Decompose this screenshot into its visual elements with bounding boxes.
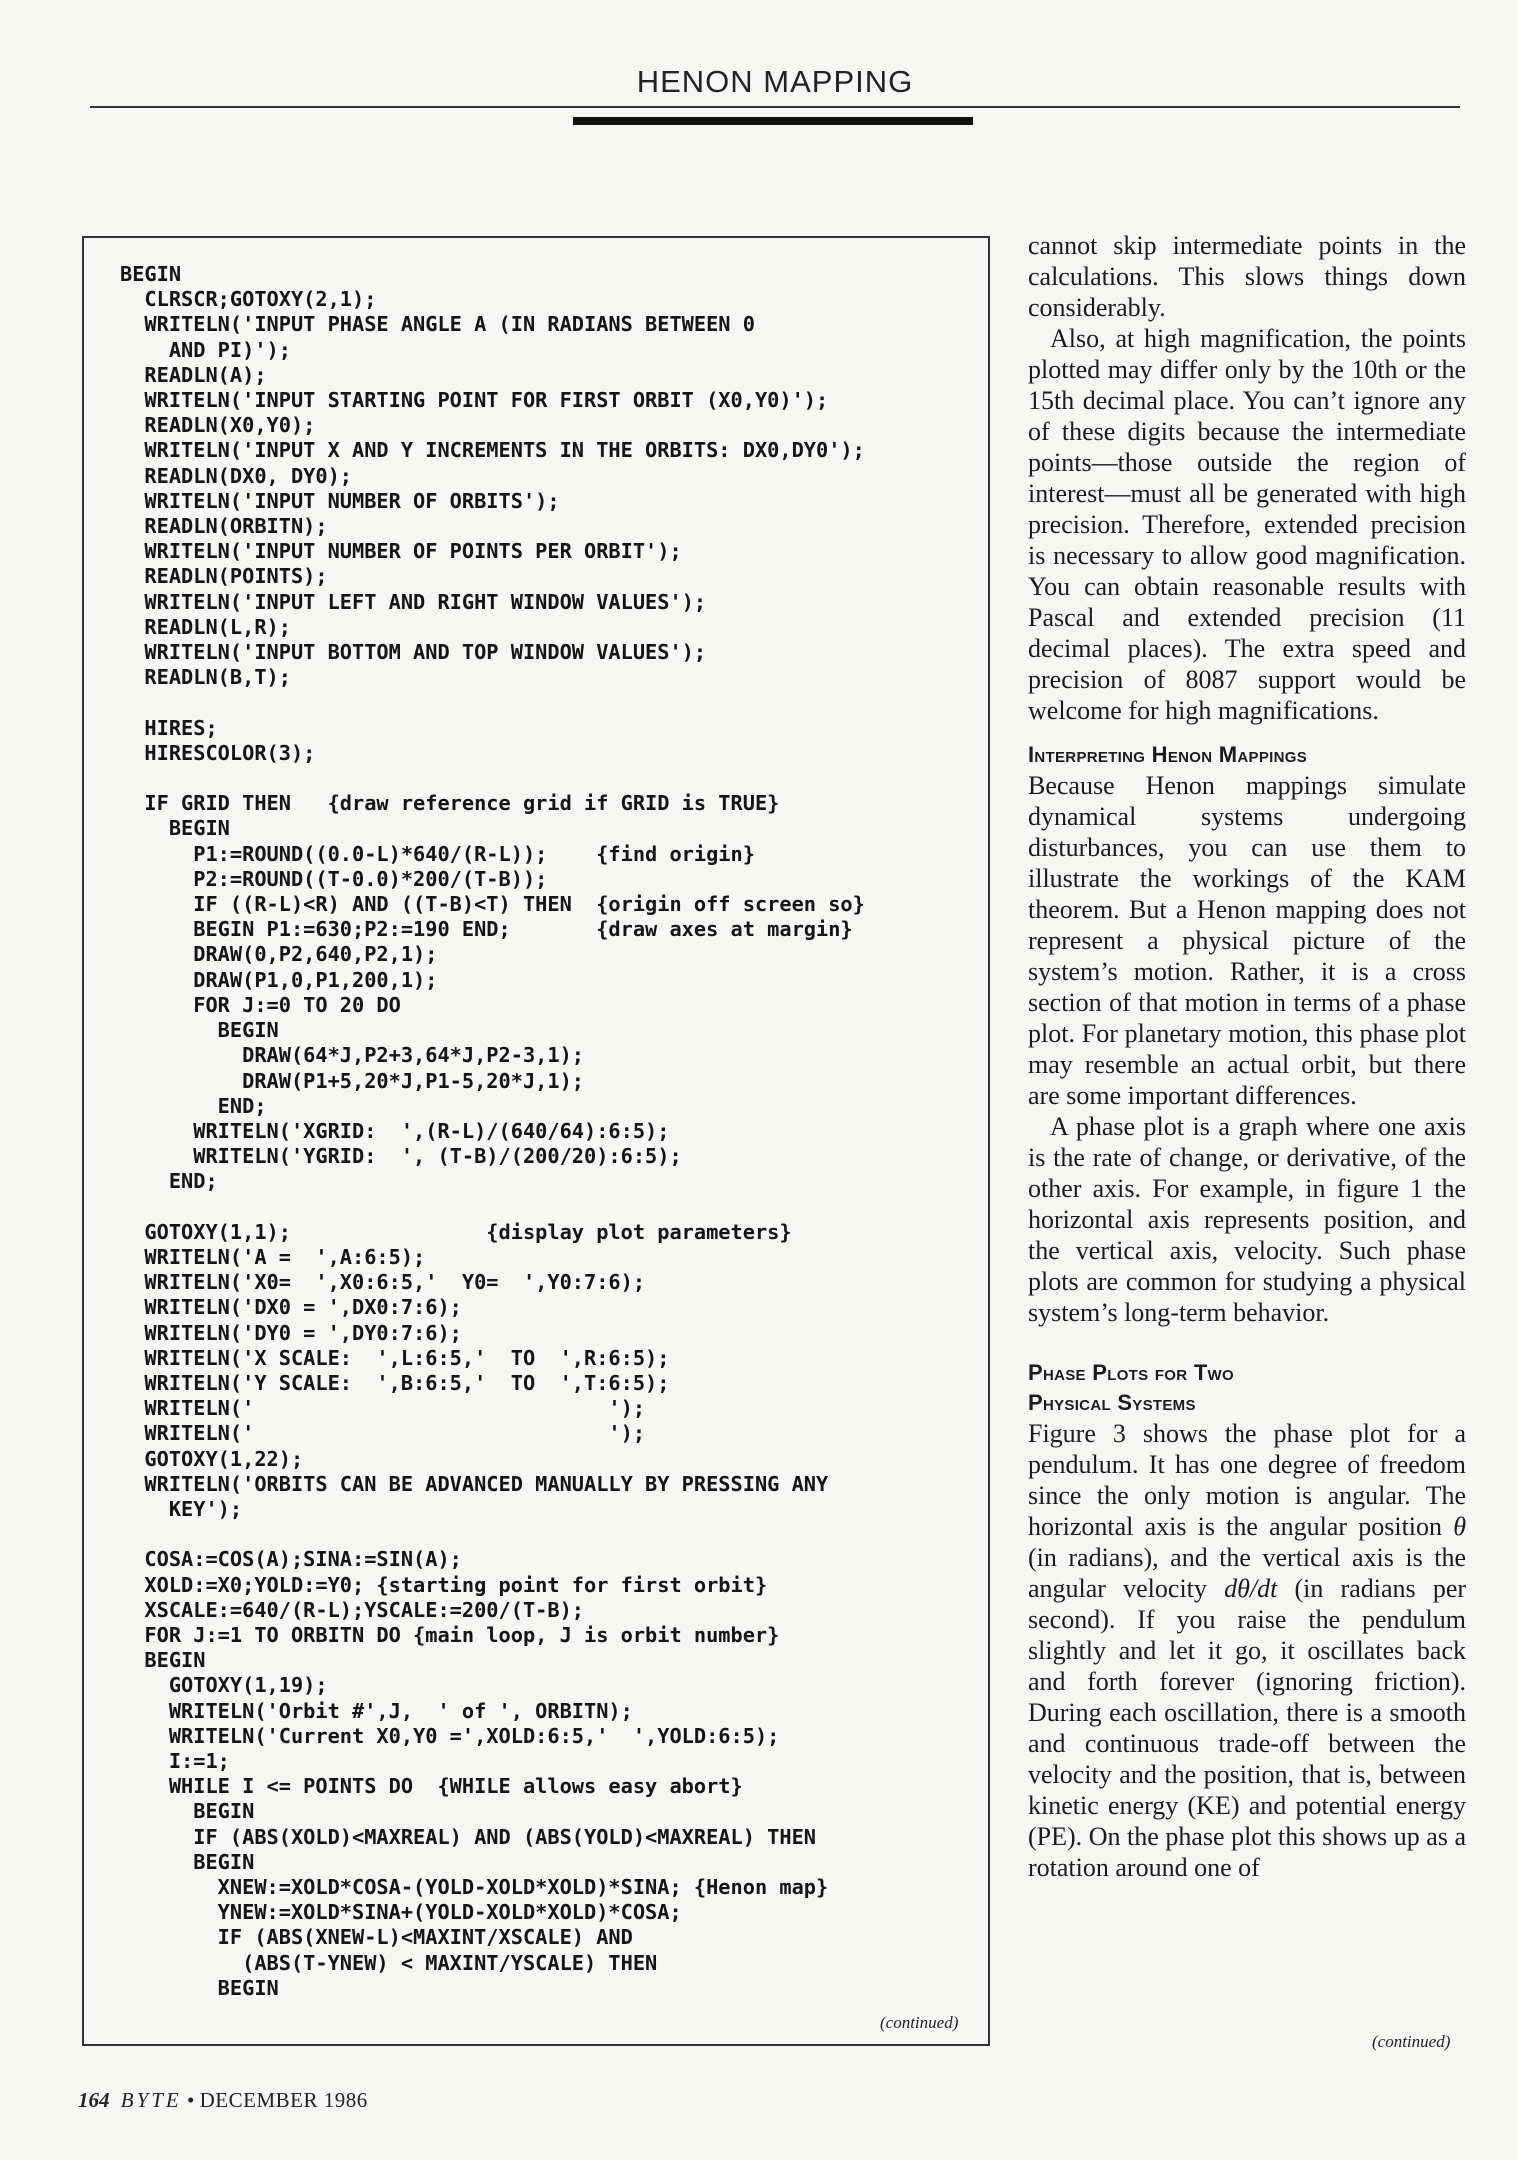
paragraph-2: Also, at high magnification, the points plotted may differ only by the 10th or the 15th decimal place. You can’t ignore any of these digits because the intermediate points—those outside the region of interest—must all be generated with high precision. Therefore, extended precision is necessary to allow good magnification. You can obtain reasonable results with Pascal and extended precision (11 decimal places). The extra speed and precision of 8087 support would be welcome for high magnifications. [1028,324,1466,725]
page-footer [78,2088,368,2113]
issue-date: DECEMBER 1986 [199,2088,368,2112]
magazine-name: BYTE [120,2088,182,2112]
header-rule [90,106,1460,108]
page-number: 164 [78,2088,110,2112]
listing-continued-note: (continued) [880,2013,959,2032]
paragraph-5 [1028,1418,1466,1883]
theta-symbol: θ [1453,1512,1467,1541]
heading-line-1: Phase Plots for Two [1028,1360,1234,1385]
heading-line-2: Physical Systems [1028,1390,1196,1415]
article-column [1028,230,1466,1883]
paragraph-3: Because Henon mappings simulate dynamical systems undergoing disturbances, you can use them to illustrate the workings of the KAM theorem. But a Henon mapping does not represent a physical picture of the system’s motion. Rather, it is a cross section of that motion in terms of a phase plot. For planetary motion, this phase plot may resemble an actual orbit, but there are some important differences. [1028,771,1466,1110]
p5-text-c: (in radians per second). If you raise the pendulum slightly and let it go, it oscillates back and forth forever (ignoring friction). During each oscillation, there is a smooth and continuous trade-off between the velocity and the position, that is, between kinetic energy (KE) and potential energy (PE). On the phase plot this shows up as a rotation around one of [1028,1574,1467,1882]
p5-text-a: Figure 3 shows the phase plot for a pendulum. It has one degree of freedom since the only motion is angular. The horizontal axis is the angular position [1028,1419,1466,1541]
running-head-title: HENON MAPPING [636,64,914,99]
paragraph-4: A phase plot is a graph where one axis is the rate of change, or derivative, of the other axis. For example, in figure 1 the horizontal axis represents position, and the vertical axis, velocity. Such phase plots are common for studying a physical system’s long-term behavior. [1028,1112,1466,1327]
p5-text-b: (in radians), and the vertical axis is the angular velocity [1028,1543,1466,1603]
column-continued-note: (continued) [1372,2032,1451,2051]
pascal-code-listing: BEGIN CLRSCR;GOTOXY(2,1); WRITELN('INPUT PHASE ANGLE A (IN RADIANS BETWEEN 0 AND PI)'); READLN(A); WRITELN('INPUT STARTING POINT FOR FIRST ORBIT (X0,Y0)'); READLN(X0,Y0); WRITELN('INPUT X AND Y INCREMENTS IN THE ORBITS: DX0,DY0'); READLN(DX0, DY0); WRITELN('INPUT NUMBER OF ORBITS'); READLN(ORBITN); WRITELN('INPUT NUMBER OF POINTS PER ORBIT'); READLN(POINTS); WRITELN('INPUT LEFT AND RIGHT WINDOW VALUES'); READLN(L,R); WRITELN('INPUT BOTTOM AND TOP WINDOW VALUES'); READLN(B,T); HIRES; HIRESCOLOR(3); IF GRID THEN {draw reference grid if GRID is TRUE} BEGIN P1:=ROUND((0.0-L)*640/(R-L)); {find origin} P2:=ROUND((T-0.0)*200/(T-B)); IF ((R-L)<R) AND ((T-B)<T) THEN {origin off screen so} BEGIN P1:=630;P2:=190 END; {draw axes at margin} DRAW(0,P2,640,P2,1); DRAW(P1,0,P1,200,1); FOR J:=0 TO 20 DO BEGIN DRAW(64*J,P2+3,64*J,P2-3,1); DRAW(P1+5,20*J,P1-5,20*J,1); END; WRITELN('XGRID: ',(R-L)/(640/64):6:5); WRITELN('YGRID: ', (T-B)/(200/20):6:5); END; GOTOXY(1,1); {display plot parameters} WRITELN('A = ',A:6:5); WRITELN('X0= ',X0:6:5,' Y0= ',Y0:7:6); WRITELN('DX0 = ',DX0:7:6); WRITELN('DY0 = ',DY0:7:6); WRITELN('X SCALE: ',L:6:5,' TO ',R:6:5); WRITELN('Y SCALE: ',B:6:5,' TO ',T:6:5); WRITELN(' '); WRITELN(' '); GOTOXY(1,22); WRITELN('ORBITS CAN BE ADVANCED MANUALLY BY PRESSING ANY KEY'); COSA:=COS(A);SINA:=SIN(A); XOLD:=X0;YOLD:=Y0; {starting point for first orbit} XSCALE:=640/(R-L);YSCALE:=200/(T-B); FOR J:=1 TO ORBITN DO {main loop, J is orbit number} BEGIN GOTOXY(1,19); WRITELN('Orbit #',J, ' of ', ORBITN); WRITELN('Current X0,Y0 =',XOLD:6:5,' ',YOLD:6:5); I:=1; WHILE I <= POINTS DO {WHILE allows easy abort} BEGIN IF (ABS(XOLD)<MAXREAL) AND (ABS(YOLD)<MAXREAL) THEN BEGIN XNEW:=XOLD*COSA-(YOLD-XOLD*XOLD)*SINA; {Henon map} YNEW:=XOLD*SINA+(YOLD-XOLD*XOLD)*COSA; IF (ABS(XNEW-L)<MAXINT/XSCALE) AND (ABS(T-YNEW) < MAXINT/YSCALE) THEN BEGIN [120,262,865,2000]
paragraph-1: cannot skip intermediate points in the calculations. This slows things down considerably. [1028,231,1466,322]
section-heading-interpreting: Interpreting Henon Mappings [1028,742,1308,767]
footer-separator: • [187,2088,195,2112]
dtheta-dt-symbol: dθ/dt [1224,1574,1278,1603]
section-heading-phase-plots [1028,1358,1466,1418]
header-accent-bar [573,117,973,125]
